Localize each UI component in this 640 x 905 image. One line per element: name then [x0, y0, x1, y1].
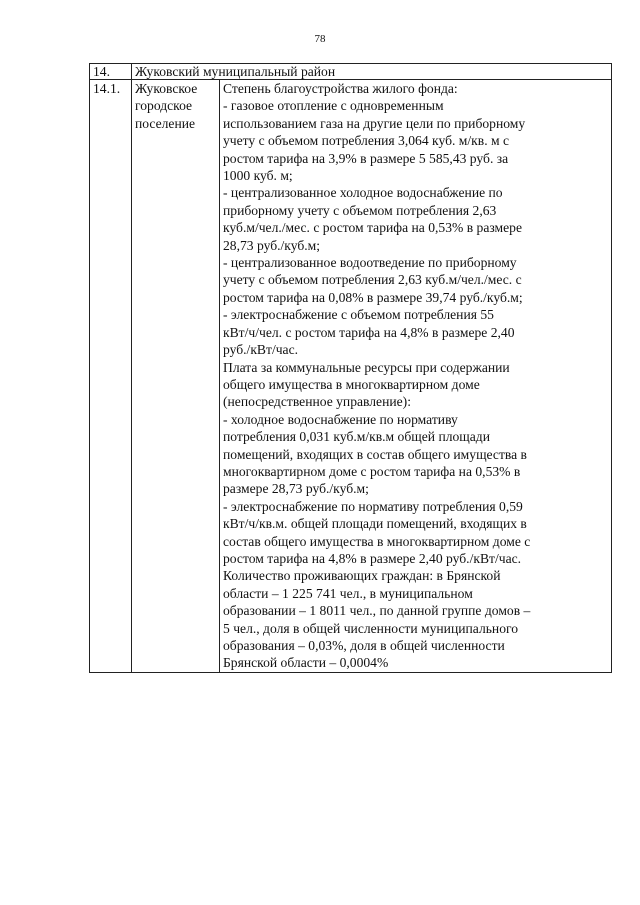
description-line: кВт/ч/кв.м. общей площади помещений, входящих в: [223, 516, 527, 532]
description-line: Плата за коммунальные ресурсы при содержании: [223, 359, 510, 375]
description-line: - централизованное холодное водоснабжение по: [223, 185, 503, 201]
description-line: 1000 куб. м;: [223, 168, 293, 184]
row-number-cell: 14.: [90, 64, 132, 80]
description-line: куб.м/чел./мес. с ростом тарифа на 0,53% в размере: [223, 220, 523, 236]
table-row-district: [90, 64, 612, 80]
description-line: 28,73 руб./куб.м;: [223, 237, 321, 253]
description-line: - централизованное водоотведение по приборному: [223, 255, 517, 271]
description-line: образовании – 1 8011 чел., по данной группе домов –: [223, 603, 531, 619]
description-line: руб./кВт/час.: [223, 342, 299, 358]
description-line: - электроснабжение по нормативу потребления 0,59: [223, 498, 523, 514]
description-line: - газовое отопление с одновременным: [223, 98, 444, 114]
description-line: многоквартирном доме с ростом тарифа на 0,53% в: [223, 463, 521, 479]
district-name-cell: Жуковский муниципальный район: [132, 64, 612, 80]
description-line: учету с объемом потребления 3,064 куб. м/кв. м с: [223, 133, 510, 149]
description-line: (непосредственное управление):: [223, 394, 411, 410]
description-line: области – 1 225 741 чел., в муниципальном: [223, 585, 473, 601]
settlement-name-line: поселение: [135, 115, 196, 131]
description-line: Брянской области – 0,0004%: [223, 655, 389, 671]
description-line: учету с объемом потребления 2,63 куб.м/чел./мес. с: [223, 272, 522, 288]
description-line: состав общего имущества в многоквартирном доме с: [223, 533, 531, 549]
description-line: потребления 0,031 куб.м/кв.м общей площади: [223, 429, 490, 445]
description-line: кВт/ч/чел. с ростом тарифа на 4,8% в размере 2,40: [223, 324, 515, 340]
row-number-cell: 14.1.: [90, 80, 132, 673]
settlement-name-line: городское: [135, 98, 193, 114]
description-line: 5 чел., доля в общей численности муниципального: [223, 620, 519, 636]
description-line: Количество проживающих граждан: в Брянской: [223, 568, 501, 584]
description-line: размере 28,73 руб./куб.м;: [223, 481, 369, 497]
settlement-name-cell: [132, 80, 220, 673]
description-line: ростом тарифа на 3,9% в размере 5 585,43 руб. за: [223, 150, 509, 166]
tariff-table: [89, 63, 612, 673]
description-line: использованием газа на другие цели по приборному: [223, 115, 526, 131]
description-line: ростом тарифа на 4,8% в размере 2,40 руб./кВт/час.: [223, 550, 522, 566]
settlement-name-line: Жуковское: [135, 81, 198, 96]
page-number: 78: [314, 33, 326, 45]
description-line: ростом тарифа на 0,08% в размере 39,74 руб./куб.м;: [223, 289, 523, 305]
housing-description-cell: [220, 80, 612, 673]
description-line: - электроснабжение с объемом потребления 55: [223, 307, 494, 323]
description-line: - холодное водоснабжение по нормативу: [223, 411, 458, 427]
description-line: приборному учету с объемом потребления 2,63: [223, 202, 497, 218]
description-line: Степень благоустройства жилого фонда:: [223, 81, 458, 96]
description-line: помещений, входящих в состав общего имущества в: [223, 446, 527, 462]
description-line: образования – 0,03%, доля в общей численности: [223, 638, 505, 653]
description-line: общего имущества в многоквартирном доме: [223, 376, 480, 392]
table-row-settlement: [90, 80, 612, 673]
